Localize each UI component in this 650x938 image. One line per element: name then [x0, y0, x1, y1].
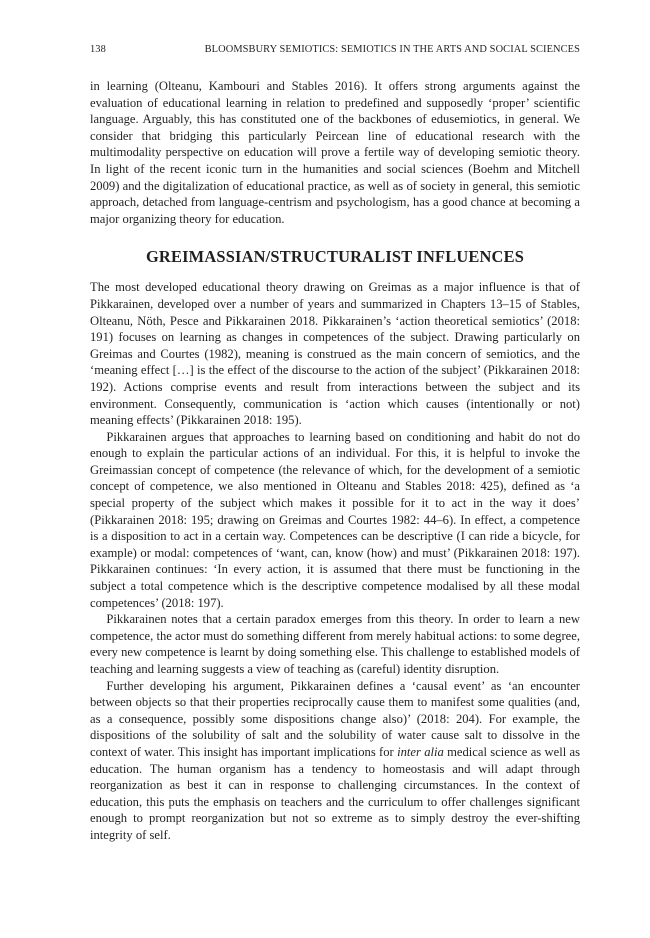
paragraph-text: medical science as well as education. The human organism has a tendency to homeostasis and will adapt through reorganization as best it can in response to challenging circumstances. In the context of education, this puts the emphasis on teachers and the curriculum to offer challenges significant enough to prompt reorganization but not so extreme as to simply destroy the ever-shifting integrity of self. — [90, 744, 581, 842]
paragraph: Pikkarainen argues that approaches to learning based on conditioning and habit do not do enough to explain the particular actions of an individual. For this, it is helpful to invoke the Greimassian concept of competence (the relevance of which, for the development of a semiotic concept of competence, we also mentioned in Olteanu and Stables 2018: 425), defined as ‘a special property of the subject which makes it possible for it to act in the way it does’ (Pikkarainen 2018: 195; drawing on Greimas and Courtes 1982: 44–6). In effect, a competence is a disposition to act in a certain way. Competences can be descriptive (I can ride a bicycle, for example) or modal: competences of ‘want, can, know (how) and must’ (Pikkarainen 2018: 197). Pikkarainen continues: ‘In every action, it is assumed that there must be functioning in the subject a total competence which is the descriptive competence modalised by all these modal competences’ (2018: 197). — [90, 429, 580, 610]
page-number: 138 — [90, 44, 106, 55]
paragraph-text: Further developing his argument, Pikkarainen defines a ‘causal event’ as ‘an encounter between objects so that their properties reciprocally cause them to manifest some qualities (and, as a consequence, possibly some dispositions change also)’ (2018: 204). For example, the dispositions of the solubility of salt and the solubility of water cause salt to dissolve in the context of water. This insight has important implications for — [90, 678, 580, 759]
paragraph: The most developed educational theory drawing on Greimas as a major influence is that of Pikkarainen, developed over a number of years and summarized in Chapters 13–15 of Stables, Olteanu, Nöth, Pesce and Pikkarainen 2018. Pikkarainen’s ‘action theoretical semiotics’ (2018: 191) focuses on learning as changes in competences of the subject. Drawing particularly on Greimas and Courtes (1982), meaning is construed as the main concern of semiotics, and the ‘meaning effect […] is the effect of the discourse to the action of the subject’ (Pikkarainen 2018: 192). Actions comprise events and result from interactions between the subject and its environment. Consequently, communication is ‘action which causes (intentionally or not) meaning effects’ (Pikkarainen 2018: 195). — [90, 280, 580, 428]
body-text — [90, 78, 580, 844]
paragraph: Pikkarainen notes that a certain paradox emerges from this theory. In order to learn a new competence, the actor must do something different from merely habitual actions: to some degree, every new competence is learnt by doing something else. This challenge to established models of teaching and learning suggests a view of teaching as (careful) identity disruption. — [90, 612, 580, 676]
running-title: BLOOMSBURY SEMIOTICS: SEMIOTICS IN THE ARTS AND SOCIAL SCIENCES — [204, 44, 580, 55]
italic-phrase: inter alia — [397, 744, 444, 759]
paragraph — [90, 678, 580, 844]
running-header — [90, 44, 580, 55]
section-heading: GREIMASSIAN/STRUCTURALIST INFLUENCES — [145, 247, 525, 267]
paragraph-continuation: in learning (Olteanu, Kambouri and Stables 2016). It offers strong arguments against the evaluation of educational learning in relation to predefined and supposedly ‘proper’ scientific language. Arguably, this has constituted one of the backbones of edusemiotics, in general. We consider that bridging this particularly Peircean line of educational research with the multimodality perspective on education will prove a fertile way of developing semiotic theory. In light of the recent iconic turn in the humanities and social sciences (Boehm and Mitchell 2009) and the digitalization of educational practice, as well as of society in general, this semiotic approach, detached from language-centrism and psychologism, has a good chance at becoming a major organizing theory for education. — [90, 79, 580, 226]
